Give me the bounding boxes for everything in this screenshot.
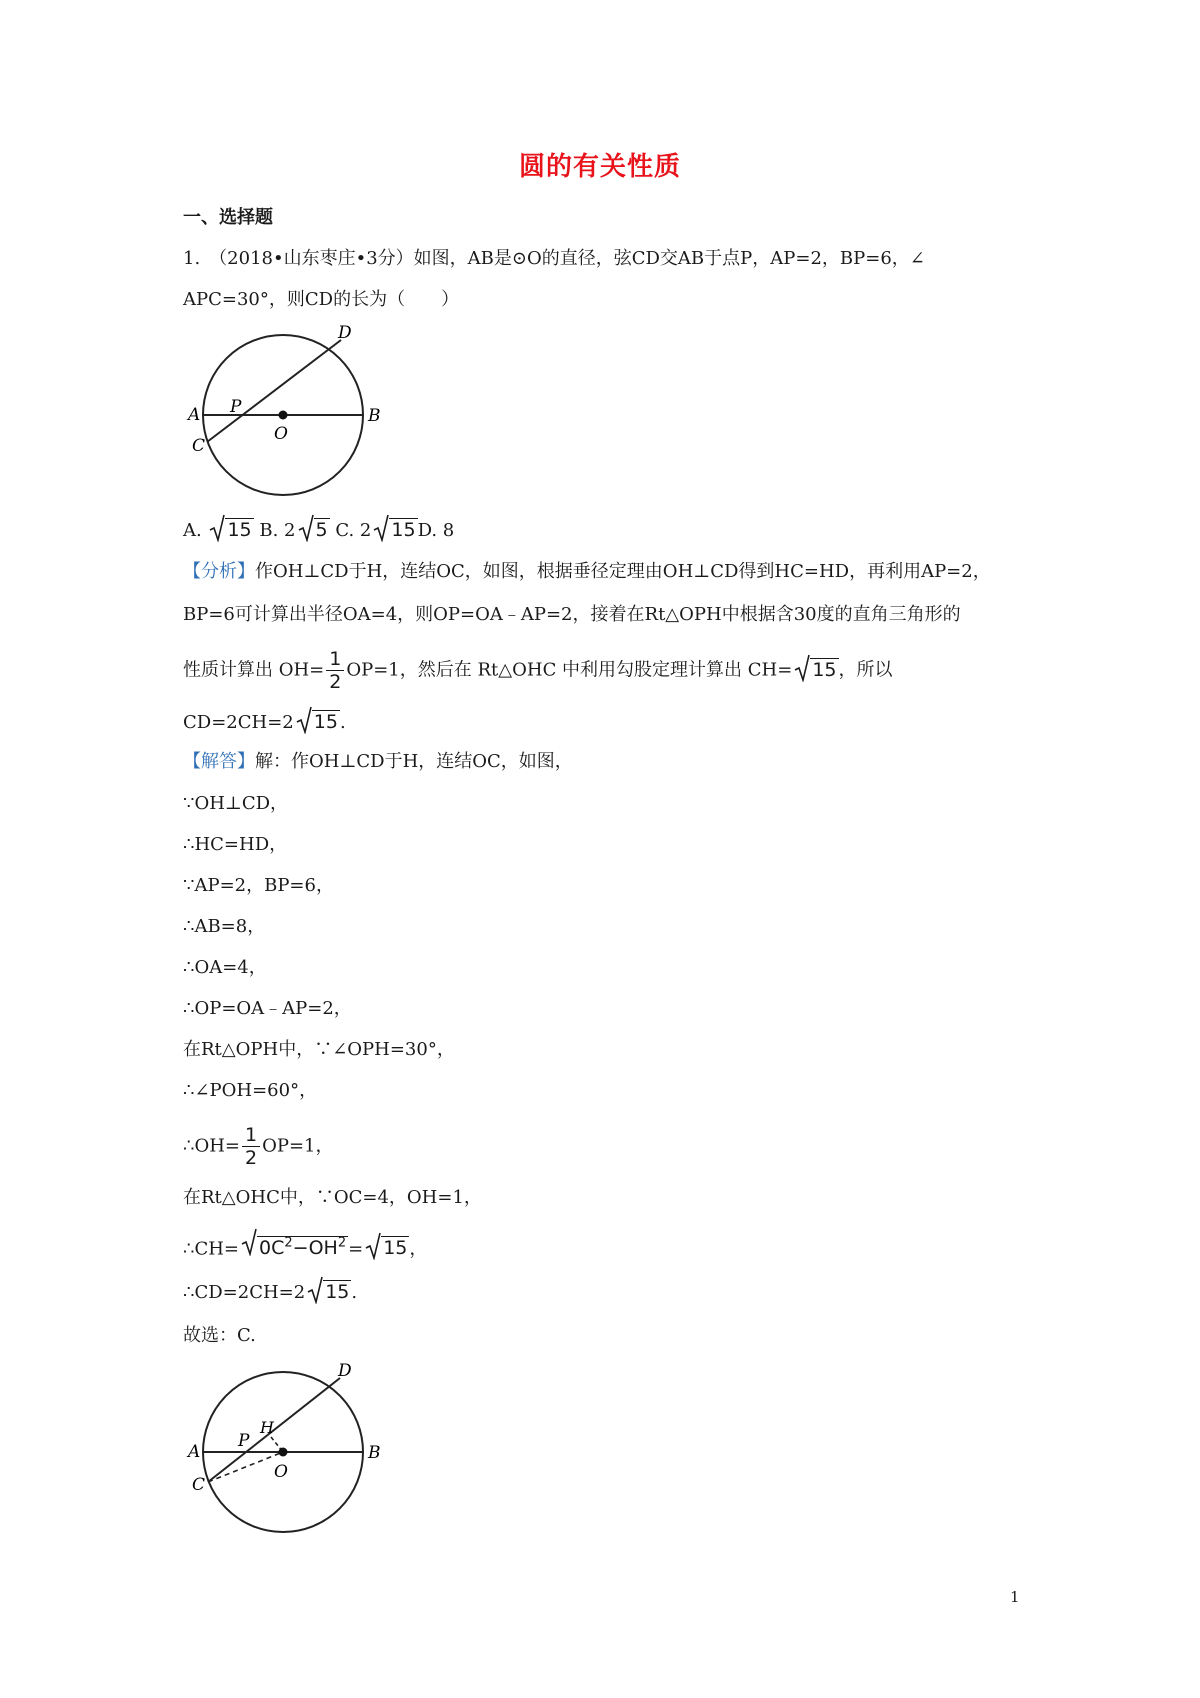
sqrt-symbol: 5	[298, 518, 330, 543]
solution-step-2: ∴HC=HD，	[183, 834, 288, 855]
sqrt-symbol: 15	[365, 1236, 409, 1261]
solution-step-10: 在Rt△OHC中，∵OC=4，OH=1，	[183, 1187, 482, 1208]
solution-step-3: ∵AP=2，BP=6，	[183, 875, 334, 896]
fraction-half: $\frac{1}{2}$	[326, 648, 344, 693]
solution-step-8: ∴∠POH=60°，	[183, 1080, 318, 1101]
label-h: H	[260, 1418, 274, 1437]
solution-step-5: ∴OA=4，	[183, 957, 267, 978]
label-d: D	[338, 323, 352, 343]
label-o: O	[274, 1462, 288, 1482]
solution-step-4: ∴AB=8，	[183, 916, 266, 937]
solution-step-9: ∴OH= $\frac{1}{2}$ OP=1，	[183, 1124, 334, 1169]
label-c: C	[192, 436, 206, 456]
solution-step-1: ∵OH⊥CD，	[183, 793, 289, 814]
section-heading: 一、选择题	[183, 207, 273, 228]
option-a: A. 15	[183, 520, 259, 541]
analysis-line-3: 性质计算出 OH= $\frac{1}{2}$ OP=1，然后在 Rt△OHC 中利用勾股定理计算出 CH= 15 ，所以	[183, 648, 893, 693]
solution-tag: 【解答】	[183, 751, 255, 772]
label-c: C	[192, 1475, 206, 1495]
label-a: A	[188, 1442, 201, 1462]
label-o: O	[274, 424, 288, 444]
label-p: P	[238, 1431, 250, 1451]
circle-figure-2	[178, 1358, 388, 1548]
page-number: 1	[1010, 1588, 1020, 1606]
analysis-tag: 【分析】	[183, 561, 255, 582]
solution-step-6: ∴OP=OA﹣AP=2，	[183, 998, 352, 1019]
label-a: A	[188, 405, 201, 425]
page-title: 圆的有关性质	[518, 152, 681, 182]
label-b: B	[368, 406, 381, 426]
option-d: D. 8	[417, 520, 455, 541]
sqrt-symbol: $0C^2-OH^2$	[241, 1232, 348, 1261]
sqrt-symbol: 15	[209, 518, 253, 543]
answer-options	[183, 518, 454, 543]
sqrt-symbol: 15	[296, 710, 340, 735]
sqrt-symbol: 15	[373, 518, 417, 543]
analysis-line-4: CD=2CH=2 15 .	[183, 710, 346, 735]
sqrt-symbol: 15	[794, 658, 838, 683]
option-c: C. 2 15	[335, 520, 417, 541]
fraction-half: $\frac{1}{2}$	[242, 1124, 260, 1169]
circle-figure-1	[178, 320, 388, 510]
sqrt-symbol: 15	[307, 1280, 351, 1305]
label-d: D	[338, 1361, 352, 1381]
analysis-line-1: 【分析】作OH⊥CD于H，连结OC，如图，根据垂径定理由OH⊥CD得到HC=HD，再利用AP=2，	[183, 561, 991, 582]
solution-step-7: 在Rt△OPH中，∵∠OPH=30°，	[183, 1039, 455, 1060]
label-b: B	[368, 1443, 381, 1463]
solution-step-12: ∴CD=2CH=2 15 .	[183, 1280, 357, 1305]
solution-intro: 【解答】解：作OH⊥CD于H，连结OC，如图，	[183, 751, 573, 772]
question-line-1: 1. （2018•山东枣庄•3分）如图，AB是⊙O的直径，弦CD交AB于点P，AP=2，BP=6，∠	[183, 248, 925, 269]
solution-answer: 故选：C.	[183, 1325, 256, 1346]
analysis-line-2: BP=6可计算出半径OA=4，则OP=OA﹣AP=2，接着在Rt△OPH中根据含30度的直角三角形的	[183, 604, 961, 625]
label-p: P	[230, 397, 242, 417]
option-b: B. 2 5	[259, 520, 329, 541]
solution-step-11: ∴CH= $0C^2-OH^2$ = 15 ，	[183, 1232, 427, 1261]
question-line-2: APC=30°，则CD的长为（ ）	[183, 289, 460, 310]
